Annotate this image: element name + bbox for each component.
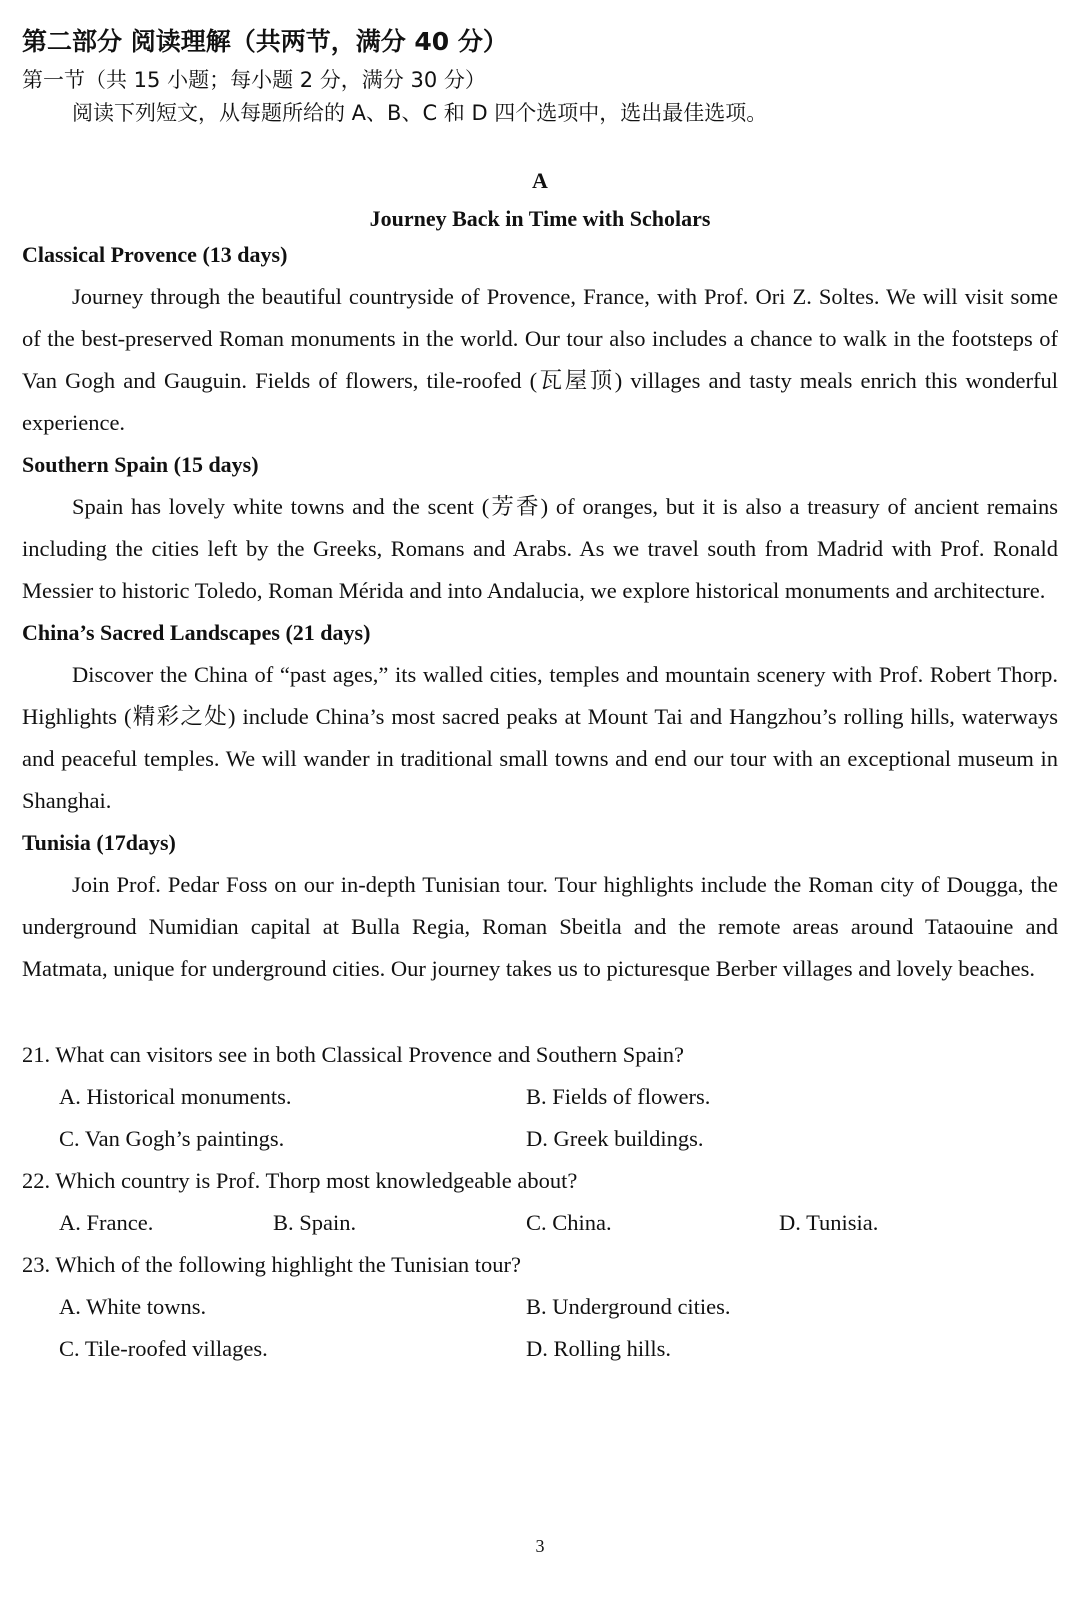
option-c: C. Tile-roofed villages. — [59, 1336, 268, 1361]
tour-heading: Tunisia (17days) — [22, 830, 176, 855]
tour-item — [22, 234, 1058, 444]
part-title: 第二部分 阅读理解（共两节，满分 40 分） — [22, 27, 508, 56]
option-c: C. China. — [526, 1210, 612, 1235]
page-number: 3 — [535, 1536, 545, 1556]
option-d: D. Rolling hills. — [526, 1336, 672, 1361]
instruction-text: 阅读下列短文，从每题所给的 A、B、C 和 D 四个选项中，选出最佳选项。 — [72, 101, 768, 125]
tour-heading: China’s Sacred Landscapes (21 days) — [22, 620, 371, 645]
question-23 — [22, 1244, 1058, 1370]
option-row — [22, 1118, 1058, 1160]
question-stem: 21. What can visitors see in both Classical Provence and Southern Spain? — [22, 1042, 684, 1067]
question-stem: 22. Which country is Prof. Thorp most knowledgeable about? — [22, 1168, 578, 1193]
option-c: C. Van Gogh’s paintings. — [59, 1126, 285, 1151]
option-row — [22, 1286, 1058, 1328]
option-d: D. Greek buildings. — [526, 1126, 704, 1151]
option-b: B. Underground cities. — [526, 1294, 731, 1319]
option-row — [22, 1202, 1058, 1244]
question-stem: 23. Which of the following highlight the Tunisian tour? — [22, 1252, 521, 1277]
tour-heading: Classical Provence (13 days) — [22, 242, 288, 267]
section-line: 第一节（共 15 小题；每小题 2 分，满分 30 分） — [22, 68, 486, 92]
tour-description: Discover the China of “past ages,” its walled cities, temples and mountain scenery with Prof. Robert Thorp. Highlights (精彩之处) include China’s most sacred peaks at Mount Tai and Hangzhou’s rolling hills, waterways and peaceful temples. We will wander in traditional small towns and end our tour with an exceptional museum in Shanghai. — [22, 662, 1058, 813]
tour-description: Spain has lovely white towns and the scent (芳香) of oranges, but it is also a treasury of ancient remains including the cities left by the Greeks, Romans and Arabs. As we travel south from Madrid with Prof. Ronald Messier to historic Toledo, Roman Mérida and into Andalucia, we explore historical monuments and architecture. — [22, 494, 1058, 603]
question-21 — [22, 1034, 1058, 1160]
option-b: B. Spain. — [273, 1210, 357, 1235]
tour-item — [22, 612, 1058, 822]
passage-letter: A — [532, 168, 548, 193]
tour-item — [22, 822, 1058, 990]
passage-title: Journey Back in Time with Scholars — [369, 206, 711, 231]
question-22 — [22, 1160, 1058, 1244]
option-row — [22, 1076, 1058, 1118]
tour-list — [22, 234, 1058, 990]
tour-description: Join Prof. Pedar Foss on our in-depth Tunisian tour. Tour highlights include the Roman city of Dougga, the underground Numidian capital at Bulla Regia, Roman Sbeitla and the remote areas around Tataouine and Matmata, unique for underground cities. Our journey takes us to picturesque Berber villages and lovely beaches. — [22, 872, 1058, 981]
tour-heading: Southern Spain (15 days) — [22, 452, 259, 477]
option-a: A. White towns. — [59, 1294, 207, 1319]
option-a: A. Historical monuments. — [59, 1084, 292, 1109]
option-d: D. Tunisia. — [779, 1210, 879, 1235]
question-list — [22, 1034, 1058, 1370]
tour-item — [22, 444, 1058, 612]
option-b: B. Fields of flowers. — [526, 1084, 711, 1109]
option-a: A. France. — [59, 1210, 154, 1235]
tour-description: Journey through the beautiful countryside of Provence, France, with Prof. Ori Z. Soltes. We will visit some of the best-preserved Roman monuments in the world. Our tour also includes a chance to walk in the footsteps of Van Gogh and Gauguin. Fields of flowers, tile-roofed (瓦屋顶) villages and tasty meals enrich this wonderful experience. — [22, 284, 1058, 435]
option-row — [22, 1328, 1058, 1370]
